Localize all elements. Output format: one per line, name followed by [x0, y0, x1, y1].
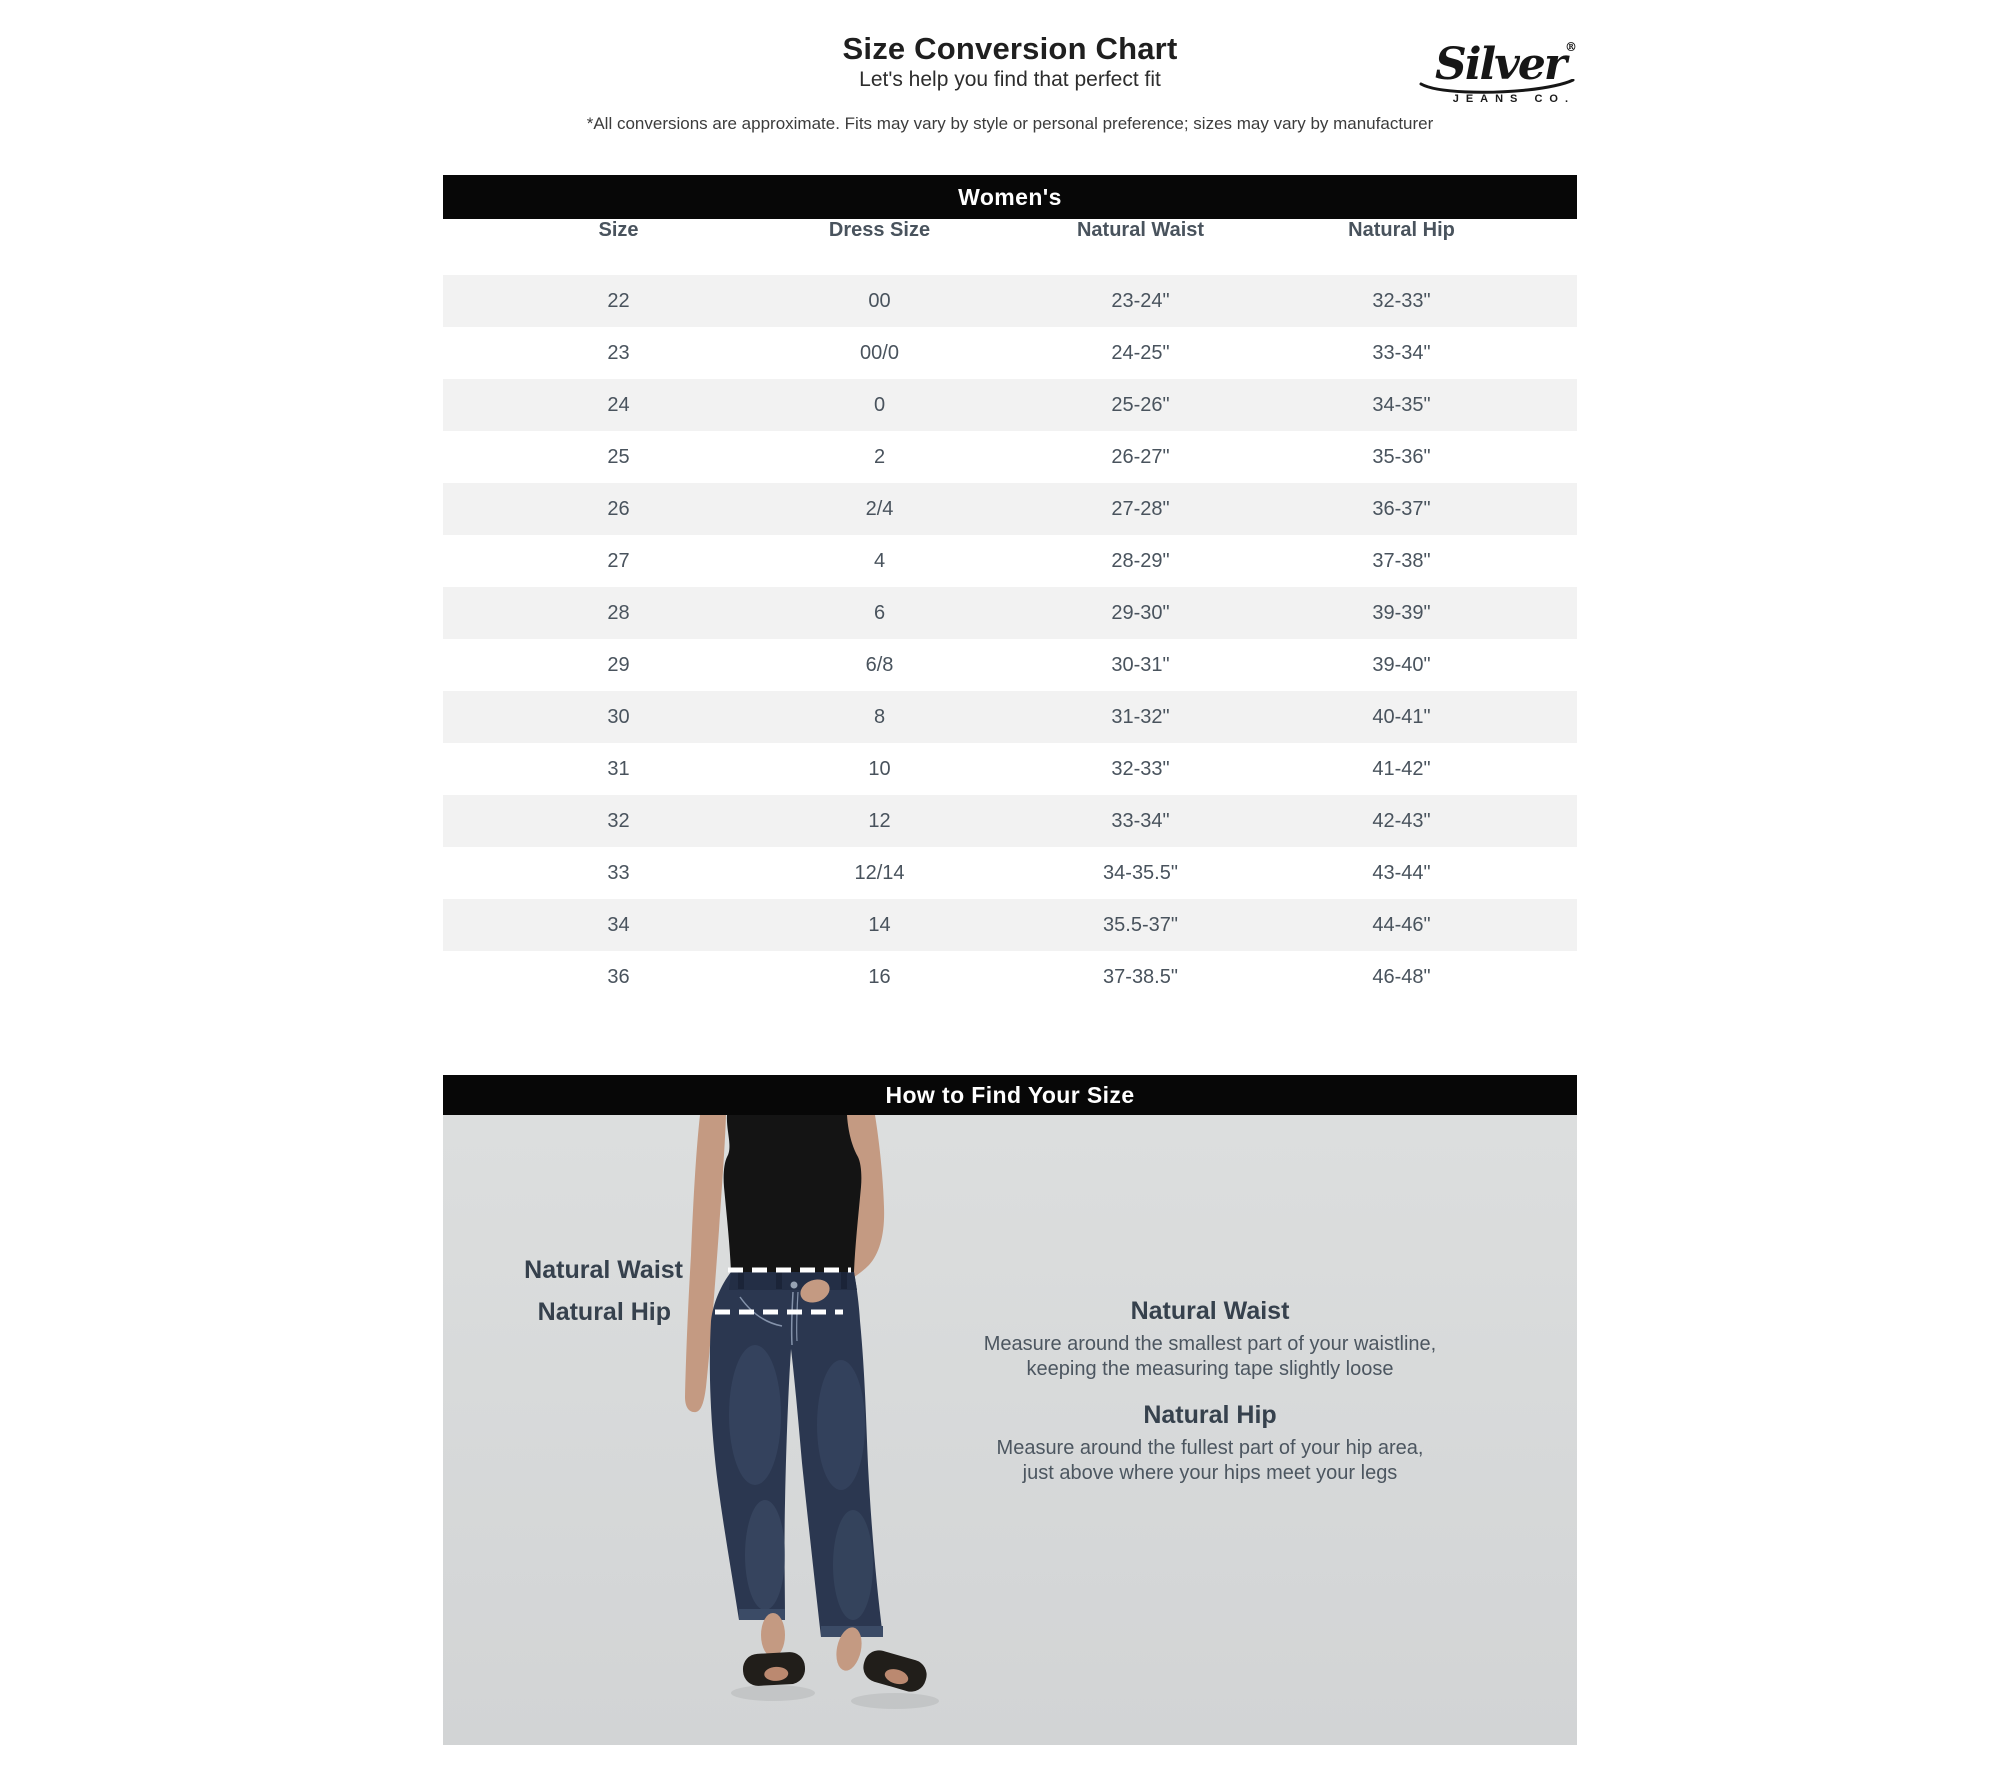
table-cell: 37-38": [1372, 549, 1431, 572]
left-foot-shadow: [731, 1685, 815, 1701]
table-cell: 32-33": [1111, 757, 1170, 780]
table-header-row: [443, 219, 1577, 275]
hip-instruction-line2: just above where your hips meet your legs: [1022, 1462, 1398, 1484]
disclaimer-text: *All conversions are approximate. Fits may vary by style or personal preference; sizes may vary by manufacturer: [586, 114, 1434, 133]
registered-mark-icon: ®: [1565, 40, 1577, 54]
table-cell: 31-32": [1111, 705, 1170, 728]
howto-section-header: How to Find Your Size: [443, 1075, 1577, 1115]
column-header-dress-size: Dress Size: [828, 219, 931, 241]
table-cell: 41-42": [1372, 757, 1431, 780]
right-foot-shadow: [851, 1693, 939, 1709]
table-row: [443, 483, 1577, 535]
denim-wash: [745, 1500, 785, 1610]
belt-loop: [841, 1272, 847, 1289]
table-row: [443, 743, 1577, 795]
table-row: [443, 899, 1577, 951]
page-title: Size Conversion Chart: [842, 31, 1178, 66]
table-cell: 42-43": [1372, 809, 1431, 832]
table-cell: 24-25": [1111, 341, 1170, 364]
column-header-natural-waist: Natural Waist: [1076, 219, 1205, 241]
belt-loop: [776, 1272, 782, 1289]
table-cell: 26: [607, 497, 630, 520]
table-cell: 33-34": [1372, 341, 1431, 364]
table-cell: 0: [873, 393, 886, 416]
table-row: [443, 847, 1577, 899]
waist-figure-label: Natural Waist: [524, 1256, 683, 1284]
tank-top: [724, 1115, 862, 1272]
page-subtitle: Let's help you find that perfect fit: [859, 68, 1161, 91]
model-photo: [443, 1115, 1577, 1745]
table-cell: 26-27": [1111, 445, 1170, 468]
denim-wash: [729, 1345, 781, 1485]
logo-brand-script: [1417, 25, 1577, 90]
table-cell: 30: [607, 705, 630, 728]
table-cell: 40-41": [1372, 705, 1431, 728]
measure-instructions: [950, 1296, 1470, 1486]
hip-heading: Natural Hip: [1143, 1401, 1277, 1429]
belt-loop: [738, 1272, 744, 1289]
logo-brand-text: Silver: [1435, 39, 1565, 90]
table-cell: 43-44": [1372, 861, 1431, 884]
table-cell: 25: [607, 445, 630, 468]
table-cell: 32: [607, 809, 630, 832]
table-row: [443, 587, 1577, 639]
table-cell: 25-26": [1111, 393, 1170, 416]
table-cell: 2: [873, 445, 886, 468]
size-table: [443, 219, 1577, 1003]
womens-section-header: Women's: [443, 175, 1577, 219]
table-cell: 16: [868, 965, 891, 988]
left-ankle: [761, 1613, 785, 1657]
table-cell: 8: [873, 705, 886, 728]
table-cell: 28: [607, 601, 630, 624]
table-cell: 44-46": [1372, 913, 1431, 936]
jeans-button: [791, 1282, 798, 1289]
size-table-body: [443, 275, 1577, 1003]
table-row: [443, 795, 1577, 847]
table-cell: 37-38.5": [1103, 965, 1178, 988]
waist-instruction-line2: keeping the measuring tape slightly loose: [1026, 1358, 1394, 1380]
silver-jeans-logo: [1417, 25, 1577, 105]
table-cell: 10: [868, 757, 891, 780]
left-sandal: [742, 1651, 806, 1686]
waist-heading: Natural Waist: [1130, 1297, 1290, 1325]
table-cell: 23-24": [1111, 289, 1170, 312]
table-cell: 34: [607, 913, 630, 936]
table-cell: 6: [873, 601, 886, 624]
table-cell: 28-29": [1111, 549, 1170, 572]
table-row: [443, 951, 1577, 1003]
spacer: [950, 1382, 1470, 1400]
table-row: [443, 275, 1577, 327]
table-cell: 35.5-37": [1103, 913, 1178, 936]
table-cell: 4: [873, 549, 886, 572]
table-cell: 00/0: [860, 341, 899, 364]
table-row: [443, 639, 1577, 691]
table-cell: 00: [868, 289, 891, 312]
table-cell: 36: [607, 965, 630, 988]
table-cell: 29: [607, 653, 630, 676]
table-cell: 23: [607, 341, 630, 364]
table-cell: 34-35": [1372, 393, 1431, 416]
table-cell: 27: [607, 549, 630, 572]
table-cell: 33: [607, 861, 630, 884]
table-cell: 33-34": [1111, 809, 1170, 832]
waist-instruction-line1: Measure around the smallest part of your waistline,: [983, 1333, 1437, 1355]
table-cell: 30-31": [1111, 653, 1170, 676]
table-cell: 24: [607, 393, 630, 416]
table-cell: 29-30": [1111, 601, 1170, 624]
table-cell: 36-37": [1372, 497, 1431, 520]
table-row: [443, 431, 1577, 483]
table-cell: 31: [607, 757, 630, 780]
table-row: [443, 327, 1577, 379]
table-row: [443, 691, 1577, 743]
table-cell: 32-33": [1372, 289, 1431, 312]
table-cell: 2/4: [865, 497, 894, 520]
table-cell: 22: [607, 289, 630, 312]
table-cell: 34-35.5": [1103, 861, 1178, 884]
table-cell: 27-28": [1111, 497, 1170, 520]
table-cell: 39-40": [1372, 653, 1431, 676]
table-cell: 35-36": [1372, 445, 1431, 468]
table-cell: 12: [868, 809, 891, 832]
table-cell: 39-39": [1372, 601, 1431, 624]
column-header-natural-hip: Natural Hip: [1348, 219, 1455, 241]
logo-jeans-co-label: JEANS CO.: [1452, 93, 1575, 105]
column-header-size: Size: [598, 219, 639, 241]
hip-figure-label: Natural Hip: [537, 1298, 671, 1326]
table-cell: 6/8: [865, 653, 894, 676]
hip-instruction-line1: Measure around the fullest part of your hip area,: [996, 1437, 1424, 1459]
denim-wash: [833, 1510, 873, 1620]
table-row: [443, 379, 1577, 431]
denim-wash: [817, 1360, 865, 1490]
table-cell: 12/14: [854, 861, 905, 884]
content-column: [443, 33, 1577, 1745]
table-cell: 14: [868, 913, 891, 936]
table-row: [443, 535, 1577, 587]
table-cell: 46-48": [1372, 965, 1431, 988]
